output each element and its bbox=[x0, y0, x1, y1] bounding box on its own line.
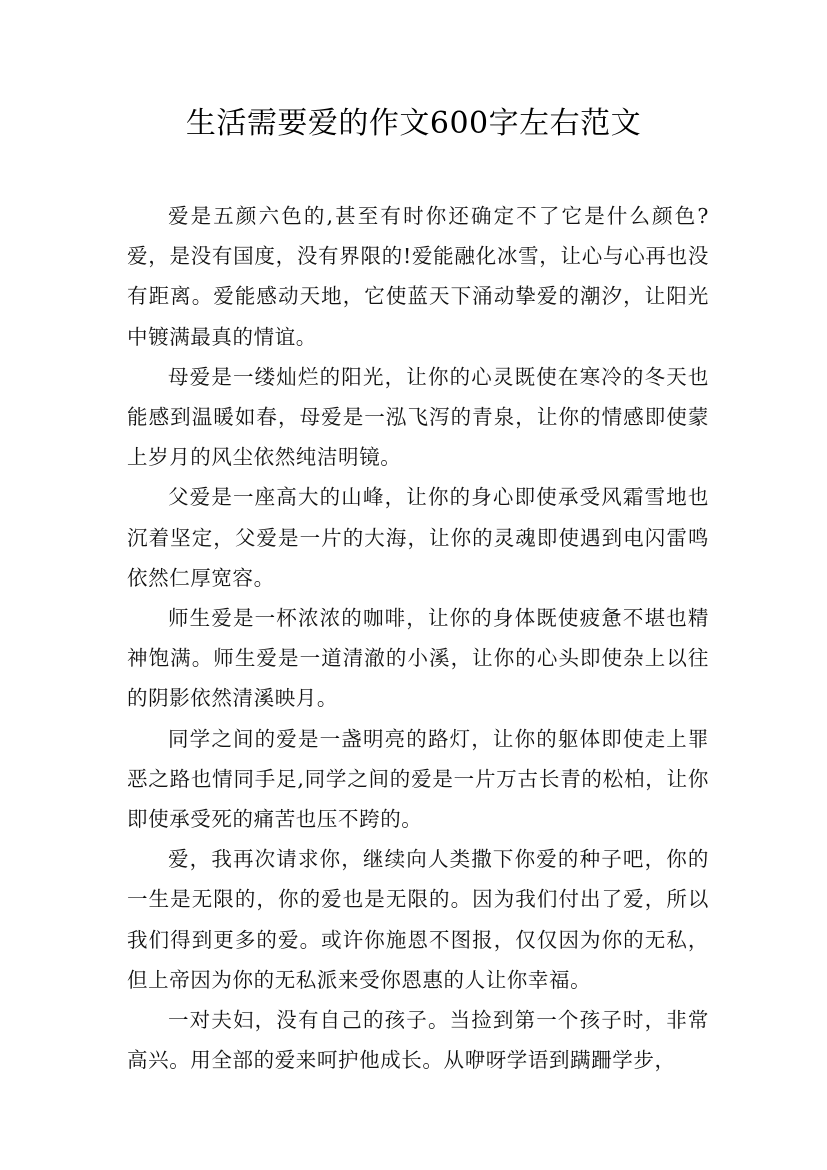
paragraph-4: 师生爱是一杯浓浓的咖啡，让你的身体既使疲惫不堪也精神饱满。师生爱是一道清澈的小溪，让你的心头即使杂上以往的阴影依然清溪映月。 bbox=[127, 606, 709, 711]
paragraph-2: 母爱是一缕灿烂的阳光，让你的心灵既使在寒冷的冬天也能感到温暖如春，母爱是一泓飞泻的青泉，让你的情感即使蒙上岁月的风尘依然纯洁明镜。 bbox=[127, 364, 709, 470]
paragraph-7: 一对夫妇，没有自己的孩子。当捡到第一个孩子时，非常高兴。用全部的爱来呵护他成长。从咿呀学语到蹒跚学步， bbox=[127, 1008, 709, 1073]
paragraph-1: 爱是五颜六色的,甚至有时你还确定不了它是什么颜色?爱，是没有国度，没有界限的!爱能融化冰雪，让心与心再也没有距离。爱能感动天地，它使蓝天下涌动挚爱的潮汐，让阳光中镀满最真的情谊。 bbox=[127, 204, 709, 349]
paragraph-6: 爱，我再次请求你，继续向人类撒下你爱的种子吧，你的一生是无限的，你的爱也是无限的。因为我们付出了爱，所以我们得到更多的爱。或许你施恩不图报，仅仅因为你的无私，但上帝因为你的无私派来受你恩惠的人让你幸福。 bbox=[127, 847, 709, 992]
paragraph-3: 父爱是一座高大的山峰，让你的身心即使承受风霜雪地也沉着坚定，父爱是一片的大海，让你的灵魂即使遇到电闪雷鸣依然仁厚宽容。 bbox=[127, 485, 709, 590]
document-title: 生活需要爱的作文600字左右范文 bbox=[185, 106, 642, 141]
paragraph-5: 同学之间的爱是一盏明亮的路灯，让你的躯体即使走上罪恶之路也情同手足,同学之间的爱是一片万古长青的松柏，让你即使承受死的痛苦也压不跨的。 bbox=[127, 726, 709, 832]
document-body bbox=[127, 196, 709, 1080]
